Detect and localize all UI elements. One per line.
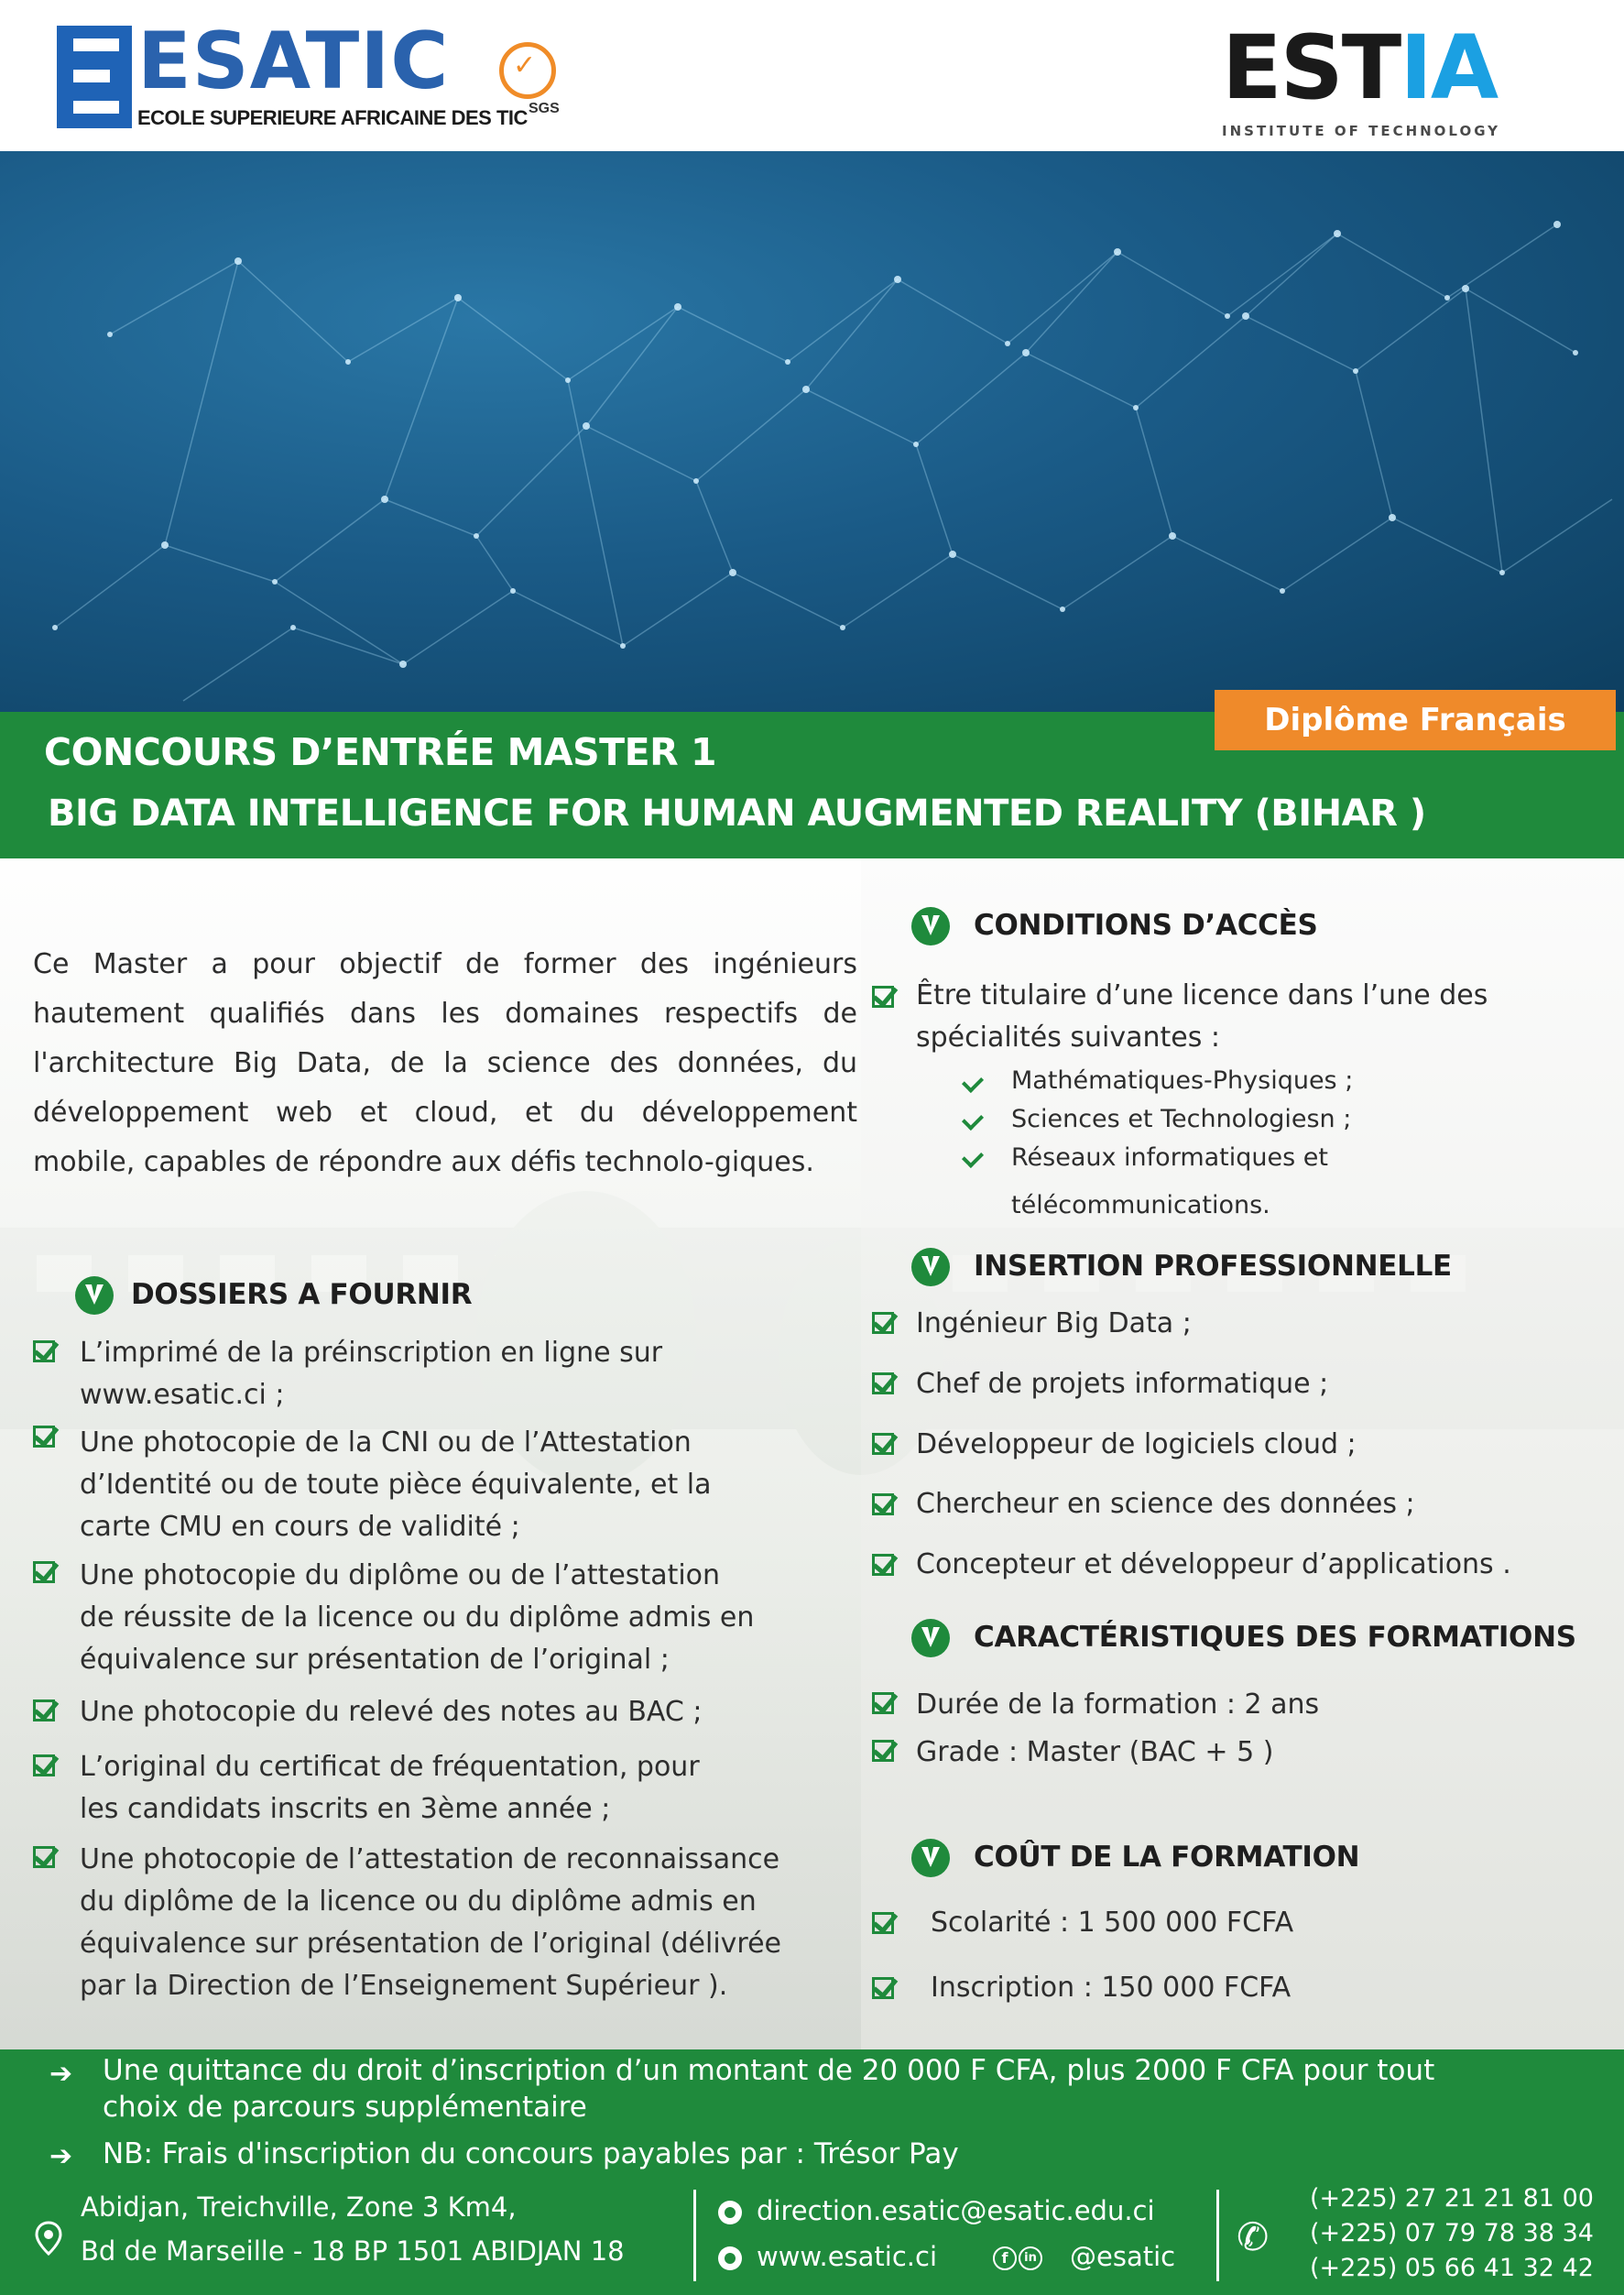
section-arrow-icon bbox=[911, 1619, 950, 1657]
social-handle[interactable]: @esatic bbox=[1070, 2241, 1176, 2272]
specialite-item: Sciences et Technologiesn ; bbox=[1011, 1105, 1352, 1133]
esatic-cert-label: SGS bbox=[529, 101, 560, 116]
cout-item: Scolarité : 1 500 000 FCFA bbox=[931, 1907, 1294, 1939]
specialite-item: télécommunications. bbox=[1011, 1191, 1270, 1219]
section-arrow-icon bbox=[911, 907, 950, 945]
dossier-item: L’original du certificat de fréquentation, pour les candidats inscrits en 3ème année ; bbox=[80, 1751, 700, 1825]
cout-item: Inscription : 150 000 FCFA bbox=[931, 1972, 1292, 2004]
checkbox-icon bbox=[872, 1912, 894, 1934]
address-line1: Abidjan, Treichville, Zone 3 Km4, bbox=[81, 2191, 517, 2223]
checkbox-icon bbox=[872, 1692, 894, 1714]
arrow-right-icon: ➔ bbox=[49, 2140, 73, 2172]
arrow-right-icon: ➔ bbox=[49, 2058, 73, 2090]
estia-tagline: INSTITUTE OF TECHNOLOGY bbox=[1222, 123, 1501, 139]
checkbox-icon bbox=[872, 1740, 894, 1762]
header bbox=[0, 0, 1624, 151]
email-icon bbox=[718, 2201, 742, 2224]
cout-title: COÛT DE LA FORMATION bbox=[974, 1841, 1360, 1874]
esatic-tagline: ECOLE SUPERIEURE AFRICAINE DES TIC bbox=[137, 106, 528, 129]
insertion-item: Concepteur et développeur d’applications . bbox=[916, 1548, 1511, 1580]
insertion-title: INSERTION PROFESSIONNELLE bbox=[974, 1250, 1452, 1283]
caracteristique-item: Durée de la formation : 2 ans bbox=[916, 1688, 1320, 1721]
checkbox-icon bbox=[872, 1493, 894, 1515]
checkbox-icon bbox=[33, 1340, 55, 1362]
divider bbox=[1216, 2190, 1219, 2281]
program-description: Ce Master a pour objectif de former des ingénieurs hautement qualifiés dans les domaines respectifs de l'architecture Big Data, de la science des données, du développement web et cloud, et du développement mobile, capables de répondre aux défis technolo-giques. bbox=[33, 948, 857, 1178]
website-link[interactable]: www.esatic.ci bbox=[757, 2241, 938, 2272]
dossier-item: Une photocopie du relevé des notes au BAC ; bbox=[80, 1696, 703, 1728]
insertion-item: Chef de projets informatique ; bbox=[916, 1368, 1329, 1400]
phone-number: (+225) 27 21 21 81 00 bbox=[1310, 2184, 1594, 2213]
network-graphic bbox=[0, 151, 1624, 712]
checkbox-icon bbox=[872, 1433, 894, 1455]
location-pin-icon bbox=[35, 2221, 62, 2256]
checkbox-icon bbox=[872, 986, 894, 1008]
esatic-wordmark: ESATIC bbox=[137, 16, 450, 107]
program-title: BIG DATA INTELLIGENCE FOR HUMAN AUGMENTED REALITY (BIHAR ) bbox=[48, 792, 1426, 835]
caracteristique-item: Grade : Master (BAC + 5 ) bbox=[916, 1736, 1274, 1768]
checkbox-icon bbox=[872, 1372, 894, 1394]
estia-logo bbox=[1218, 16, 1530, 145]
insertion-item: Chercheur en science des données ; bbox=[916, 1488, 1415, 1520]
insertion-item: Ingénieur Big Data ; bbox=[916, 1307, 1192, 1339]
dossiers-title: DOSSIERS A FOURNIR bbox=[131, 1278, 473, 1311]
globe-icon bbox=[718, 2246, 742, 2270]
checkbox-icon bbox=[872, 1977, 894, 1999]
page-title: CONCOURS D’ENTRÉE MASTER 1 bbox=[44, 730, 717, 774]
checkbox-icon bbox=[33, 1699, 55, 1721]
section-arrow-icon bbox=[911, 1839, 950, 1877]
section-arrow-icon bbox=[75, 1276, 114, 1315]
checkbox-icon bbox=[872, 1554, 894, 1576]
conditions-title: CONDITIONS D’ACCÈS bbox=[974, 909, 1318, 942]
checkbox-icon bbox=[33, 1426, 55, 1448]
conditions-main: Être titulaire d’une licence dans l’une des spécialités suivantes : bbox=[916, 979, 1488, 1054]
check-icon: ✓ bbox=[513, 49, 537, 82]
caracteristiques-title: CARACTÉRISTIQUES DES FORMATIONS bbox=[974, 1621, 1576, 1654]
phone-number: (+225) 07 79 78 38 34 bbox=[1310, 2219, 1594, 2247]
facebook-icon[interactable]: f bbox=[993, 2246, 1017, 2270]
email-link[interactable]: direction.esatic@esatic.edu.ci bbox=[757, 2195, 1155, 2226]
estia-wordmark: ESTIA bbox=[1222, 16, 1498, 119]
linkedin-icon[interactable]: in bbox=[1019, 2246, 1042, 2270]
section-arrow-icon bbox=[911, 1248, 950, 1286]
esatic-logo-mark bbox=[57, 26, 132, 128]
checkbox-icon bbox=[33, 1754, 55, 1776]
phone-icon: ✆ bbox=[1237, 2214, 1270, 2259]
checkbox-icon bbox=[872, 1312, 894, 1334]
phone-number: (+225) 05 66 41 32 42 bbox=[1310, 2254, 1594, 2282]
address-line2: Bd de Marseille - 18 BP 1501 ABIDJAN 18 bbox=[81, 2235, 625, 2267]
dossier-item: Une photocopie de l’attestation de reconnaissance du diplôme de la licence ou du diplôme admis en équivalence sur présentation de l’original (délivrée par la Direction de l’Enseignement Supérieur ). bbox=[80, 1843, 782, 2002]
payment-method-note: NB: Frais d'inscription du concours payables par : Trésor Pay bbox=[103, 2137, 959, 2170]
dossier-item: L’imprimé de la préinscription en ligne sur www.esatic.ci ; bbox=[80, 1337, 663, 1411]
diploma-badge: Diplôme Français bbox=[1215, 690, 1616, 750]
insertion-item: Développeur de logiciels cloud ; bbox=[916, 1428, 1357, 1460]
checkbox-icon bbox=[33, 1846, 55, 1868]
hero-network-image bbox=[0, 151, 1624, 712]
specialite-item: Réseaux informatiques et bbox=[1011, 1143, 1328, 1172]
checkbox-icon bbox=[33, 1561, 55, 1583]
payment-note: Une quittance du droit d’inscription d’un montant de 20 000 F CFA, plus 2000 F CFA pour tout choix de parcours supplémentaire bbox=[103, 2054, 1435, 2124]
dossier-item: Une photocopie de la CNI ou de l’Attestation d’Identité ou de toute pièce équivalente, et la carte CMU en cours de validité ; bbox=[80, 1426, 712, 1543]
divider bbox=[693, 2190, 696, 2281]
specialite-item: Mathématiques-Physiques ; bbox=[1011, 1066, 1354, 1095]
dossier-item: Une photocopie du diplôme ou de l’attestation de réussite de la licence ou du diplôme admis en équivalence sur présentation de l’original ; bbox=[80, 1559, 755, 1676]
social-icons bbox=[993, 2246, 1044, 2272]
esatic-logo bbox=[57, 16, 579, 140]
